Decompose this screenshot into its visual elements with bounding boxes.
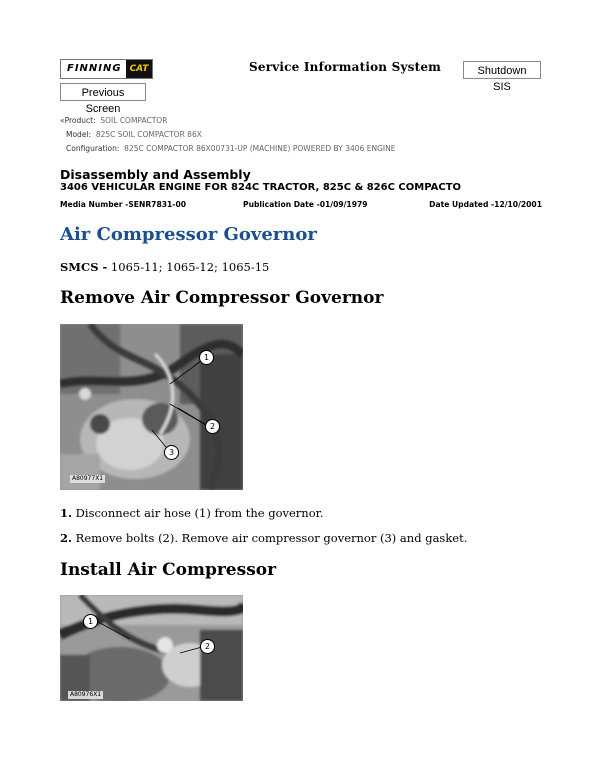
step-1-number: 1. <box>60 506 73 520</box>
system-title: Service Information System <box>249 60 442 74</box>
publication-date: Publication Date -01/09/1979 <box>243 200 368 209</box>
step-1-text: Disconnect air hose (1) from the governor. <box>72 506 324 520</box>
model-value: 825C SOIL COMPACTOR 86X <box>95 130 202 139</box>
step-2 <box>60 531 467 545</box>
configuration-value: 825C COMPACTOR 86X00731-UP (MACHINE) POWERED BY 3406 ENGINE <box>124 144 396 153</box>
logo-cat-text: CAT <box>126 60 152 78</box>
previous-screen-button[interactable]: Previous Screen <box>60 83 146 101</box>
model-line <box>66 130 202 139</box>
callout-1: 1 <box>199 350 214 365</box>
media-number: Media Number -SENR7831-00 <box>60 200 187 209</box>
smcs-label: SMCS - <box>60 260 108 274</box>
step-2-text: Remove bolts (2). Remove air compressor governor (3) and gasket. <box>72 531 468 545</box>
callout-1: 1 <box>83 614 98 629</box>
engine-photo-1 <box>60 324 243 490</box>
logo-finning-text: FINNING <box>61 60 126 78</box>
step-2-number: 2. <box>60 531 73 545</box>
engine-photo-2 <box>60 595 243 701</box>
product-value: SOIL COMPACTOR <box>100 116 168 125</box>
section-heading-remove: Remove Air Compressor Governor <box>60 288 384 308</box>
finning-cat-logo <box>60 59 153 79</box>
product-label[interactable]: «Product: <box>60 116 96 125</box>
figure-remove-governor <box>60 324 243 490</box>
figure-code-2: A80976X1 <box>70 691 102 698</box>
step-1 <box>60 506 324 520</box>
callout-3: 3 <box>164 445 179 460</box>
callout-2: 2 <box>200 639 215 654</box>
figure-install-compressor <box>60 595 243 701</box>
page-title: Air Compressor Governor <box>60 224 317 245</box>
smcs-value: 1065-11; 1065-12; 1065-15 <box>107 260 270 274</box>
document-title: Disassembly and Assembly <box>60 167 251 182</box>
section-heading-install: Install Air Compressor <box>60 560 277 580</box>
figure-code-1: A80977X1 <box>72 475 104 482</box>
date-updated: Date Updated -12/10/2001 <box>429 200 542 209</box>
document-subtitle: 3406 VEHICULAR ENGINE FOR 824C TRACTOR, 825C & 826C COMPACTO <box>60 182 462 193</box>
shutdown-sis-button[interactable]: Shutdown SIS <box>463 61 541 79</box>
configuration-label: Configuration: <box>66 144 120 153</box>
smcs-codes <box>60 260 269 274</box>
configuration-line <box>66 144 395 153</box>
callout-2: 2 <box>205 419 220 434</box>
product-line <box>60 116 167 125</box>
model-label: Model: <box>66 130 92 139</box>
